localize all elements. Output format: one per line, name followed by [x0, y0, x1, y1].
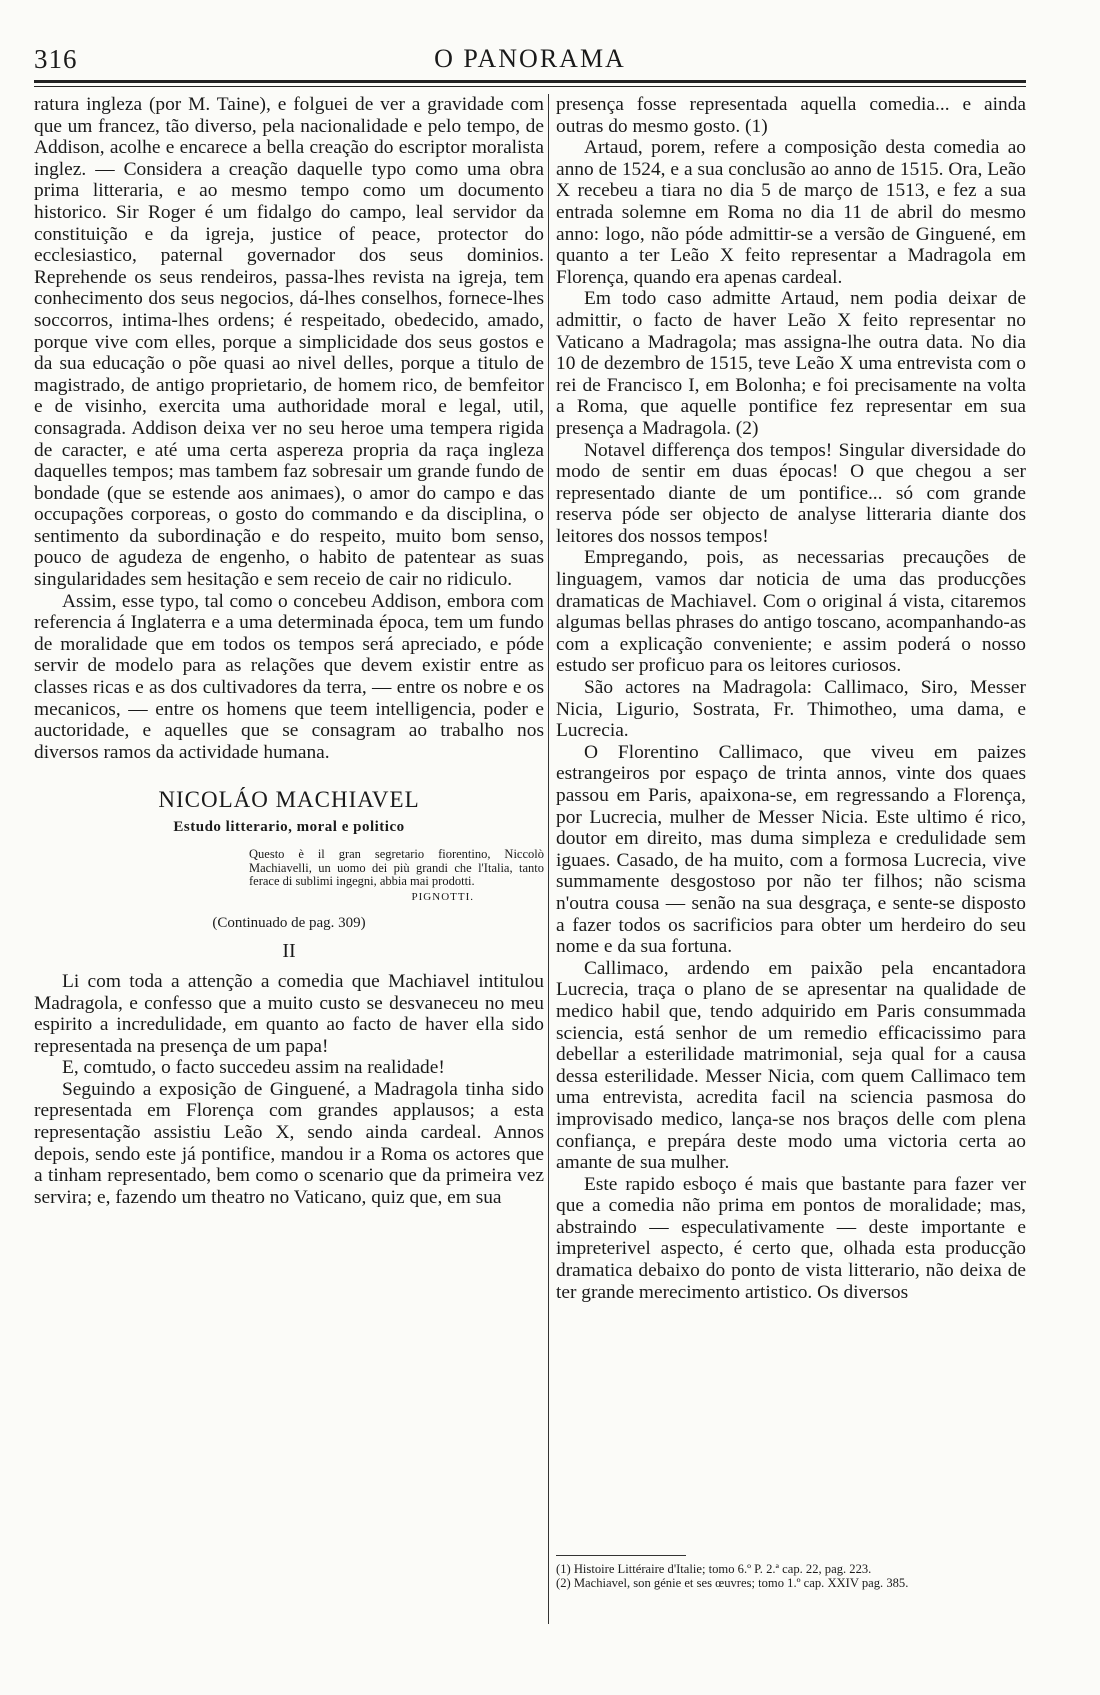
section-title: NICOLÁO MACHIAVEL — [158, 787, 420, 813]
footnote: (2) Machiavel, son génie et ses œuvres; tomo 1.º cap. XXIV pag. 385. — [556, 1576, 909, 1590]
paragraph: Empregando, pois, as necessarias precauções de linguagem, vamos dar noticia de uma das producções dramaticas de Machiavel. Com o original á vista, citaremos algumas bellas phrases do antigo toscano, acompanhando-as com a explicação conveniente; e assim poderá o nosso estudo ser proficuo para os leitores curiosos. — [556, 547, 1026, 677]
paragraph: Assim, esse typo, tal como o concebeu Addison, embora com referencia á Inglaterra e a uma determinada época, tem um fundo de moralidade que em todos os tempos será apreciado, e póde servir de modelo para as relações que devem existir entre as classes ricas e as dos cultivadores da terra, — entre os nobre e os mecanicos, — entre os homens que teem intelligencia, poder e auctoridade, e aquelles que se consagram ao trabalho nos diversos ramos da actividade humana. — [34, 590, 544, 763]
chapter-number: II — [282, 939, 296, 962]
paragraph: São actores na Madragola: Callimaco, Siro, Messer Nicia, Ligurio, Sostrata, Fr. Thimotheo, uma dama, e Lucrecia. — [556, 677, 1026, 742]
paragraph: Li com toda a attenção a comedia que Machiavel intitulou Madragola, e confesso que a muito custo se desvaneceu no meu espirito a incredulidade, em quanto ao facto de haver ella sido representada na presença de um papa! — [34, 970, 544, 1057]
epigraph: Questo è il gran segretario fiorentino, Niccolò Machiavelli, un uomo dei più grandi che l'Italia, tanto ferace di sublimi ingegni, abbia mai prodotti. — [249, 847, 544, 889]
paragraph: O Florentino Callimaco, que viveu em paizes estrangeiros por espaço de trinta annos, vinte dos quaes passou em Paris, apaixona-se, em regressando a Florença, por Lucrecia, mulher de Messer Nicia. Este ultimo é rico, doutor em direito, mas duma simpleza e credulidade sem iguaes. Casado, de ha muito, com a formosa Lucrecia, vive summamente desgostoso por não ter filhos; não scisma n'outra cousa — senão na sua desgraça, e sente-se disposto a fazer todos os sacrificios para obter um herdeiro do seu nome e da sua fortuna. — [556, 741, 1026, 958]
footnotes — [556, 1562, 1026, 1590]
epigraph-author: PIGNOTTI. — [411, 890, 474, 903]
paragraph: presença fosse representada aquella comedia... e ainda outras do mesmo gosto. (1) — [556, 94, 1026, 137]
running-title: O PANORAMA — [434, 44, 626, 73]
page-header — [34, 44, 1026, 78]
footnote-rule — [556, 1555, 686, 1556]
paragraph: Notavel differença dos tempos! Singular diversidade do modo de sentir em duas épocas! O que chegou a ser representado diante de um pontifice... só com grande reserva póde ser objecto de analyse litteraria diante dos leitores dos nossos tempos! — [556, 439, 1026, 547]
paragraph: Este rapido esboço é mais que bastante para fazer ver que a comedia não prima em pontos de moralidade; mas, abstraindo — especulativamente — deste importante e impreterivel aspecto, é certo que, olhada esta producção dramatica debaixo do ponto de vista litterario, não deixa de ter grande merecimento artistico. Os diversos — [556, 1173, 1026, 1303]
paragraph: Callimaco, ardendo em paixão pela encantadora Lucrecia, traça o plano de se apresentar na qualidade de medico habil que, tendo adquirido em Paris consummada sciencia, está senhor de um remedio efficacissimo para debellar a esterilidade matrimonial, seja qual for a causa dessa esterilidade. Messer Nicia, com quem Callimaco tem uma entrevista, acredita facil na sciencia pasmosa do improvisado medico, lança-se nos braços delle com plena confiança, e prepára deste modo uma victoria certa ao amante de sua mulher. — [556, 957, 1026, 1174]
right-column — [556, 94, 1026, 1303]
paragraph: Artaud, porem, refere a composição desta comedia ao anno de 1524, e a sua conclusão ao anno de 1515. Ora, Leão X recebeu a tiara no dia 5 de março de 1513, e fez a sua entrada solemne em Roma no dia 11 de abril do mesmo anno: logo, não póde admittir-se a versão de Ginguené, em quanto a ter Leão X feito representar a Madragola em Florença, quando era apenas cardeal. — [556, 137, 1026, 288]
header-rule — [34, 80, 1026, 83]
paragraph: Em todo caso admitte Artaud, nem podia deixar de admittir, o facto de haver Leão X feito representar no Vaticano a Madragola; mas assigna-lhe outra data. No dia 10 de dezembro de 1515, teve Leão X uma entrevista com o rei de Francisco I, em Bolonha; e foi precisamente na volta a Roma, que aquelle pontifice fez representar em sua presença a Madragola. (2) — [556, 288, 1026, 439]
paragraph: Seguindo a exposição de Ginguené, a Madragola tinha sido representada em Florença com grandes applausos; a esta representação assistiu Leão X, sendo ainda cardeal. Annos depois, sendo este já pontifice, mandou ir a Roma os actores que a tinham representado, bem como o scenario que da primeira vez servira; e, fazendo um theatro no Vaticano, quiz que, em sua — [34, 1078, 544, 1208]
paragraph: E, comtudo, o facto succedeu assim na realidade! — [62, 1057, 445, 1079]
continued-note: (Continuado de pag. 309) — [212, 914, 366, 931]
paragraph: ratura ingleza (por M. Taine), e folguei de ver a gravidade com que um francez, tão diverso, pela nacionalidade e pelo tempo, de Addison, acolhe e encarece a bella creação do escriptor moralista inglez. — Considera a creação daquelle typo como uma obra prima litteraria, e ao mesmo tempo como um documento historico. Sir Roger é um fidalgo do campo, leal servidor da constituição e da igreja, justice of peace, protector do ecclesiastico, paternal governador dos seus dominios. Reprehende os seus rendeiros, passa-lhes revista na igreja, tem conhecimento dos seus negocios, dá-lhes conselhos, fornece-lhes soccorros, intima-lhes ordens; é respeitado, obedecido, amado, porque vive com elles, porque a simplicidade dos seus gostos e da sua educação o põe quasi ao nivel delles, porque a titulo de magistrado, de antigo proprietario, de homem rico, de bemfeitor e de visinho, exercita uma authoridade moral e legal, util, consagrada. Addison deixa ver no seu heroe uma tempera rigida de caracter, e até uma certa aspereza propria da raça ingleza daquelles tempos; mas tambem faz sobresair um grande fundo de bondade (que se estende aos animaes), o amor do campo e das occupações corporeas, o gosto do commando e da disciplina, o sentimento da subordinação e do respeito, muito bom senso, pouco de agudeza de engenho, o habito de patentear as suas singularidades sem hesitação e sem receio de cair no ridiculo. — [34, 94, 544, 591]
left-column — [34, 94, 544, 1208]
footnote: (1) Histoire Littéraire d'Italie; tomo 6.º P. 2.ª cap. 22, pag. 223. — [556, 1562, 872, 1576]
page-number: 316 — [34, 44, 78, 74]
header-rule-thin — [34, 86, 1026, 87]
section-subtitle: Estudo litterario, moral e politico — [173, 819, 405, 836]
column-divider — [548, 94, 549, 1624]
